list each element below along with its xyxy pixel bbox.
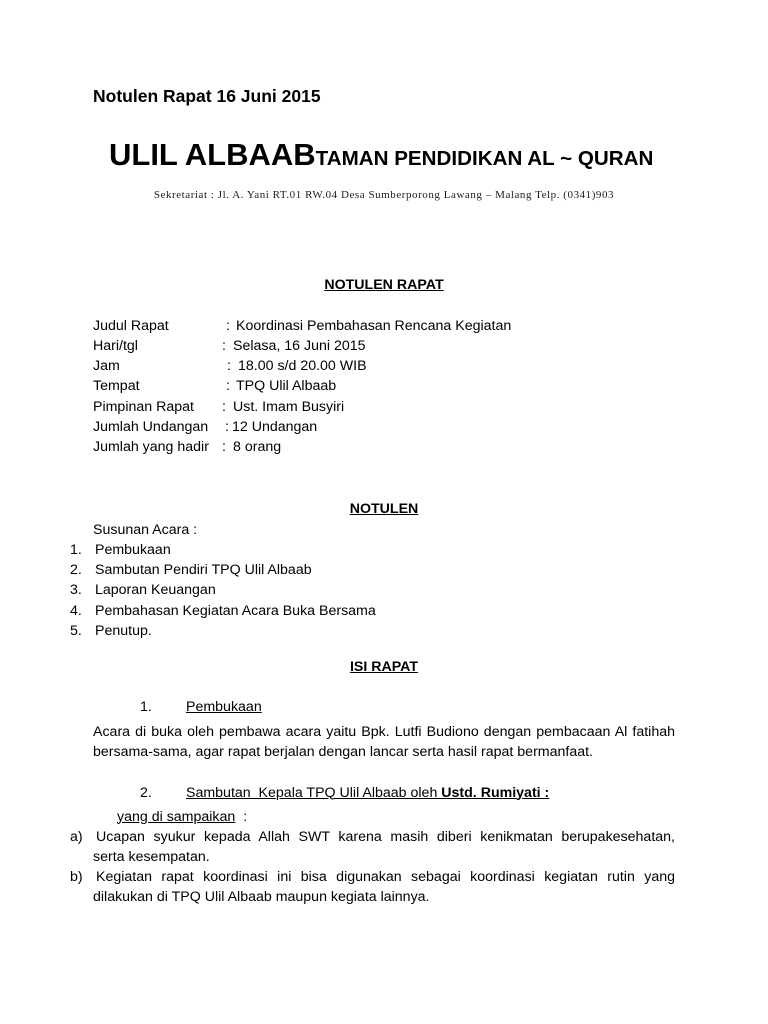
agenda-item-number: 3. <box>70 582 82 599</box>
section-number: 2. <box>140 784 152 801</box>
agenda-item-number: 5. <box>70 622 82 639</box>
isi-rapat-heading: ISI RAPAT <box>349 658 419 675</box>
point-item <box>70 867 675 908</box>
organization-name: ULIL ALBAAB <box>109 137 316 172</box>
section-1-paragraph <box>93 722 675 763</box>
agenda-item-number: 1. <box>70 541 82 558</box>
agenda-intro-row <box>0 520 768 540</box>
agenda-item-number: 2. <box>70 562 82 579</box>
agenda <box>0 520 768 642</box>
detail-label: Jumlah Undangan <box>93 418 209 435</box>
detail-value: 18.00 s/d 20.00 WIB <box>238 358 367 375</box>
section-title <box>186 783 549 803</box>
detail-separator: : <box>227 358 231 375</box>
section-title-speaker: Ustd. Rumiyati : <box>441 784 550 801</box>
section-2-points <box>70 827 675 908</box>
agenda-item-number: 4. <box>70 602 82 619</box>
section-number: 1. <box>140 698 152 715</box>
detail-separator: : <box>225 418 229 435</box>
letterhead <box>109 139 653 170</box>
point-line: serta kesempatan. <box>93 848 210 865</box>
detail-separator: : <box>226 317 230 334</box>
intro-text: yang di sampaikan <box>117 808 236 825</box>
section-1-heading <box>0 697 768 717</box>
detail-separator: : <box>226 378 230 395</box>
detail-row-tempat <box>93 376 713 396</box>
detail-label: Pimpinan Rapat <box>93 398 194 415</box>
intro-colon: : <box>235 808 248 825</box>
detail-row-jam <box>93 356 713 376</box>
agenda-item <box>0 560 768 580</box>
agenda-item <box>0 621 768 641</box>
detail-row-jumlah-hadir <box>93 437 713 457</box>
agenda-item <box>0 601 768 621</box>
agenda-item-text: Sambutan Pendiri TPQ Ulil Albaab <box>95 562 312 579</box>
document-title: Notulen Rapat 16 Juni 2015 <box>93 86 321 106</box>
detail-separator: : <box>222 337 226 354</box>
detail-value: 12 Undangan <box>232 418 318 435</box>
detail-label: Judul Rapat <box>93 317 169 334</box>
detail-label: Jumlah yang hadir <box>93 439 209 456</box>
agenda-item-text: Pembahasan Kegiatan Acara Buka Bersama <box>95 602 376 619</box>
detail-value: Koordinasi Pembahasan Rencana Kegiatan <box>236 317 512 334</box>
detail-row-jumlah-undangan <box>93 417 713 437</box>
detail-separator: : <box>222 398 226 415</box>
point-marker: b) <box>70 869 83 886</box>
agenda-item <box>0 580 768 600</box>
notulen-heading: NOTULEN <box>349 500 419 517</box>
section-title-text: Sambutan Kepala TPQ Ulil Albaab oleh <box>186 784 442 801</box>
detail-value: Selasa, 16 Juni 2015 <box>233 337 366 354</box>
detail-value: Ust. Imam Busyiri <box>233 398 345 415</box>
point-marker: a) <box>70 828 83 845</box>
section-2-heading <box>0 783 768 803</box>
detail-label: Tempat <box>93 378 140 395</box>
paragraph-line: Acara di buka oleh pembawa acara yaitu Bpk. Lutfi Budiono dengan pembacaan Al fatihah <box>93 723 675 740</box>
detail-separator: : <box>222 439 226 456</box>
point-line: Kegiatan rapat koordinasi ini bisa digunakan sebagai koordinasi kegiatan rutin yang <box>96 869 675 886</box>
notulen-rapat-heading: NOTULEN RAPAT <box>324 276 444 293</box>
point-line: Ucapan syukur kepada Allah SWT karena masih diberi kenikmatan berupakesehatan, <box>96 828 675 845</box>
paragraph-line: bersama-sama, agar rapat berjalan dengan lancar serta hasil rapat bermanfaat. <box>93 743 593 760</box>
section-2-intro <box>117 807 247 827</box>
detail-value: TPQ Ulil Albaab <box>236 378 337 395</box>
point-item <box>70 827 675 868</box>
point-line: dilakukan di TPQ Ulil Albaab maupun kegiata lainnya. <box>93 889 430 906</box>
section-title: Pembukaan <box>186 698 262 715</box>
agenda-item-text: Penutup. <box>95 622 152 639</box>
agenda-item-text: Pembukaan <box>95 541 171 558</box>
agenda-item-text: Laporan Keuangan <box>95 582 216 599</box>
detail-label: Jam <box>93 358 120 375</box>
letterhead-address: Sekretariat : Jl. A. Yani RT.01 RW.04 Desa Sumberporong Lawang – Malang Telp. (0341)903 <box>153 189 615 201</box>
detail-row-hari-tgl <box>93 336 713 356</box>
detail-label: Hari/tgl <box>93 337 138 354</box>
detail-row-pimpinan-rapat <box>93 397 713 417</box>
meeting-details <box>93 316 713 458</box>
detail-row-judul-rapat <box>93 316 713 336</box>
agenda-item <box>0 540 768 560</box>
agenda-intro: Susunan Acara : <box>93 521 198 538</box>
organization-subtitle: TAMAN PENDIDIKAN AL ~ QURAN <box>315 147 654 170</box>
detail-value: 8 orang <box>233 439 282 456</box>
